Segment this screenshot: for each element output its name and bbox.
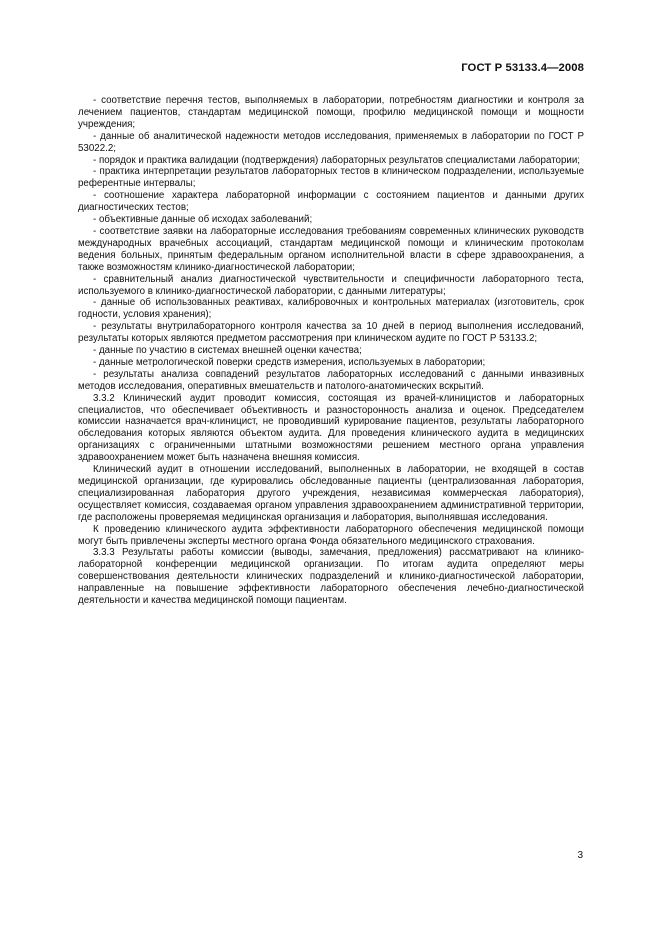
body-text xyxy=(78,95,584,607)
paragraph: - порядок и практика валидации (подтверждения) лабораторных результатов специалистами лаборатории; xyxy=(93,154,580,166)
paragraph: - данные метрологической поверки средств измерения, используемых в лаборатории; xyxy=(93,356,486,368)
paragraph: 3.3.2 Клинический аудит проводит комиссия, состоящая из врачей-клиницистов и лабораторных специалистов, что обеспечивает объективность и разносторонность анализа и оценок. Председателем комиссии назначается врач-клиницист, не проводивший курирование пациентов, результаты лабораторного обследования которых являются объектом аудита. Для проведения клинического аудита в медицинских организациях с ограниченными штатными возможностями решением местного органа управления здравоохранением может быть назначена внешняя комиссия. xyxy=(78,392,584,464)
paragraph: - соответствие перечня тестов, выполняемых в лаборатории, потребностям диагностики и контроля за лечением пациентов, стандартам медицинской помощи, профилю медицинской помощи и мощности учреждения; xyxy=(78,95,584,130)
page-number: 3 xyxy=(577,850,583,861)
paragraph: - данные об аналитической надежности методов исследования, применяемых в лаборатории по ГОСТ Р 53022.2; xyxy=(78,130,584,154)
paragraph: - результаты внутрилабораторного контроля качества за 10 дней в период выполнения исследований, результаты которых являются предметом рассмотрения при клиническом аудите по ГОСТ Р 53133.2; xyxy=(78,321,584,345)
standard-header: ГОСТ Р 53133.4—2008 xyxy=(461,62,584,74)
paragraph: - практика интерпретации результатов лабораторных тестов в клиническом подразделении, используемые референтные интервалы; xyxy=(78,166,584,190)
paragraph: 3.3.3 Результаты работы комиссии (выводы, замечания, предложения) рассматривают на клинико-лабораторной конференции медицинской организации. По итогам аудита определяют меры совершенствования деятельности клинических подразделений и клинико-диагностической лаборатории, направленные на повышение эффективности лабораторного обеспечения лечебно-диагностической деятельности и качества медицинской помощи пациентам. xyxy=(78,547,584,607)
paragraph: К проведению клинического аудита эффективности лабораторного обеспечения медицинской помощи могут быть привлечены эксперты местного органа Фонда обязательного медицинского страхования. xyxy=(78,523,584,547)
paragraph: - соответствие заявки на лабораторные исследования требованиям современных клинических руководств международных врачебных ассоциаций, стандартам медицинской помощи и клиническим протоколам ведения больных, принятым федеральным органом исполнительной власти в сфере здравоохранения, а также возможностям клинико-диагностической лаборатории; xyxy=(78,225,584,273)
paragraph: - данные об использованных реактивах, калибровочных и контрольных материалах (изготовитель, срок годности, условия хранения); xyxy=(78,297,584,321)
paragraph: - сравнительный анализ диагностической чувствительности и специфичности лабораторного теста, используемого в клинико-диагностической лаборатории, с данными литературы; xyxy=(78,273,584,297)
paragraph: - объективные данные об исходах заболеваний; xyxy=(93,214,313,226)
paragraph: Клинический аудит в отношении исследований, выполненных в лаборатории, не входящей в состав медицинской организации, где курировались обследованные пациенты (централизованная лаборатория, специализированная лаборатория другого учреждения, независимая коммерческая лаборатория), осуществляет комиссия, создаваемая органом управления здравоохранением административной территории, где расположены проверяемая медицинская организация и лаборатория, выполнявшая исследования. xyxy=(78,464,584,523)
paragraph: - данные по участию в системах внешней оценки качества; xyxy=(93,345,362,357)
paragraph: - соотношение характера лабораторной информации с состоянием пациентов и данными других диагностических тестов; xyxy=(78,190,584,214)
paragraph: - результаты анализа совпадений результатов лабораторных исследований с данными инвазивных методов исследования, оперативных вмешательств и патолого-анатомических вскрытий. xyxy=(78,368,584,392)
